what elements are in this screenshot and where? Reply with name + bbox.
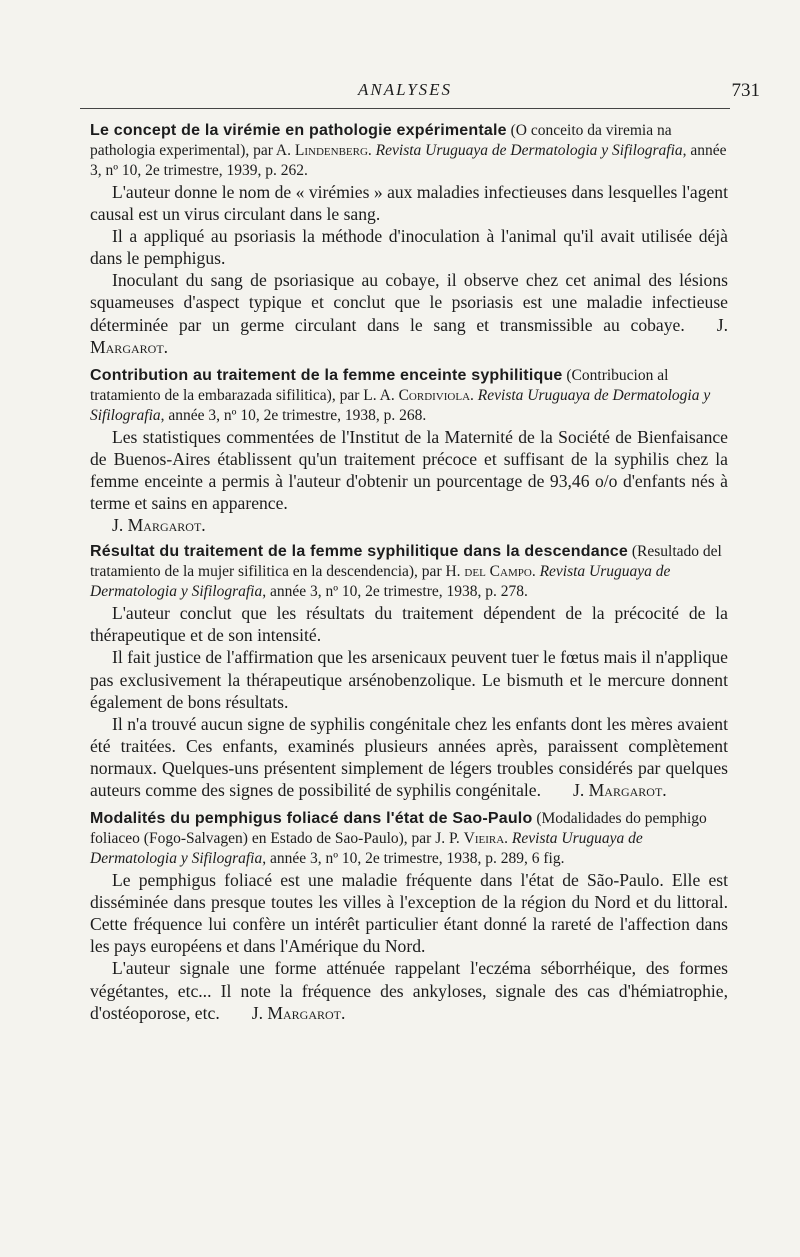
journal-name: Revista Uruguaya de Dermatologia y Sifilografia: [375, 142, 683, 159]
review-paragraph: Le pemphigus foliacé est une maladie fréquente dans l'état de São-Paulo. Elle est disséminée dans presque toutes les villes à l'exception de la région du Nord et du littoral. Cette fréquence lui confère un intérêt particulier étant donné la rareté de l'affection dans les pays européens et dans l'Amérique du Nord.: [90, 870, 728, 957]
citation-sep: .: [504, 830, 512, 848]
journal-name: Revista Uruguaya de Dermatologia y Sifilografia: [90, 563, 671, 601]
running-title: ANALYSES: [357, 80, 453, 99]
review-signature: J. Margarot.: [90, 314, 728, 357]
journal-name: Revista Uruguaya de Dermatologia y Sifilografia: [90, 386, 711, 424]
citation-suffix: , année 3, nº 10, 2e trimestre, 1938, p. 289, 6 fig.: [262, 850, 565, 868]
citation-suffix: , année 3, nº 10, 2e trimestre, 1939, p. 262.: [90, 142, 727, 179]
citation-suffix: , année 3, nº 10, 2e trimestre, 1938, p. 278.: [262, 583, 528, 601]
journal-name: Revista Uruguaya de Dermatologia y Sifilografia: [90, 830, 643, 868]
review-paragraph: [90, 713, 728, 801]
page-header: [80, 80, 760, 104]
review-3: [90, 542, 728, 801]
review-paragraph: Il a appliqué au psoriasis la méthode d'inoculation à l'animal qu'il avait utilisée déjà dans le pemphigus.: [90, 226, 728, 269]
review-body: [90, 181, 728, 358]
citation-prefix: (O conceito da viremia na pathologia experimental), par A.: [90, 122, 672, 159]
review-signature: J. Margarot.: [112, 515, 206, 536]
citation-sep: .: [531, 563, 540, 581]
review-body: [90, 426, 728, 536]
review-2: [90, 366, 728, 536]
citation-prefix: (Resultado del tratamiento de la mujer sifilitica en la descendencia), par H.: [90, 543, 722, 581]
review-citation: [90, 809, 728, 869]
review-paragraph: L'auteur conclut que les résultats du traitement dépendent de la précocité de la thérapeutique et de son intensité.: [90, 603, 728, 646]
review-citation: [90, 542, 728, 602]
citation-sep: .: [367, 142, 376, 159]
citation-suffix: , année 3, nº 10, 2e trimestre, 1938, p. 268.: [160, 406, 427, 424]
citation-sep: .: [470, 386, 478, 404]
review-paragraph: L'auteur donne le nom de « virémies » aux maladies infectieuses dans lesquelles l'agent causal est un virus circulant dans le sang.: [90, 182, 728, 225]
citation-prefix: (Contribucion al tratamiento de la embarazada sifilitica), par L. A.: [90, 366, 669, 404]
review-author: Cordiviola: [398, 386, 471, 404]
review-author: Vieira: [463, 830, 505, 848]
review-body: [90, 869, 728, 1024]
review-title: Contribution au traitement de la femme enceinte syphilitique: [90, 366, 563, 384]
review-citation: [90, 366, 728, 426]
review-author: del Campo: [464, 563, 532, 581]
review-paragraph: Les statistiques commentées de l'Institut de la Maternité de la Société de Bienfaisance de Buenos-Aires établissent qu'un traitement précoce et suffisant de la syphilis chez la femme enceinte a permis à l'auteur d'obtenir un pourcentage de 93,46 o/o d'enfants nés à terme et sains en apparence.: [90, 426, 728, 514]
review-1: [90, 121, 728, 358]
review-paragraph: [90, 957, 728, 1023]
review-paragraph: [90, 269, 728, 357]
review-signature: J. Margarot.: [251, 1002, 346, 1023]
review-body: [90, 602, 728, 801]
review-paragraph: Il fait justice de l'affirmation que les arsenicaux peuvent tuer le fœtus mais il n'applique pas exclusivement la thérapeutique arsénobenzolique. Le bismuth et le mercure donnent également de bons résultats.: [90, 647, 728, 712]
review-signature: J. Margarot.: [573, 779, 667, 800]
reviews-list: [90, 121, 728, 1024]
review-4: [90, 809, 728, 1024]
review-title: Modalités du pemphigus foliacé dans l'état de Sao-Paulo: [90, 810, 533, 828]
citation-prefix: (Modalidades do pemphigo foliaceo (Fogo-Salvagen) en Estado de Sao-Paulo), par J. P.: [90, 810, 707, 848]
review-paragraph-text: L'auteur signale une forme atténuée rappelant l'eczéma séborrhéique, des formes végétantes, etc... Il note la fréquence des ankyloses, signale des cas d'hémiatrophie, d'ostéoporose, etc.: [90, 958, 728, 1023]
page-number: 731: [731, 80, 760, 101]
review-author: Lindenberg: [294, 142, 368, 159]
review-title: Le concept de la virémie en pathologie expérimentale: [90, 122, 507, 139]
review-paragraph-text: Inoculant du sang de psoriasique au cobaye, il observe chez cet animal des lésions squameuses d'aspect typique et conclut que le psoriasis est une maladie infectieuse déterminée par un germe circulant dans le sang et transmissible au cobaye.: [90, 270, 728, 335]
review-citation: [90, 121, 728, 181]
review-title: Résultat du traitement de la femme syphilitique dans la descendance: [90, 543, 628, 561]
header-rule: [80, 108, 730, 109]
review-paragraph-text: Il n'a trouvé aucun signe de syphilis congénitale chez les enfants dont les mères avaient été traitées. Ces enfants, examinés plusieurs années après, paraissent complètement normaux. Quelques-uns présentent simplement de légers troubles considérés par quelques auteurs comme des signes de possibilité de syphilis congénitale.: [90, 713, 728, 800]
